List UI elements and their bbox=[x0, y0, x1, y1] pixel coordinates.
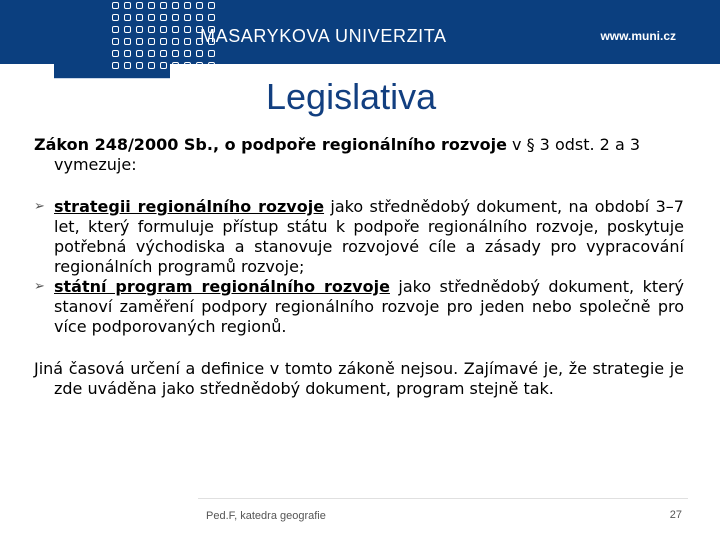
logo-dot bbox=[148, 50, 155, 57]
definition: jako střednědobý dokument, na období 3–7 let, který formuluje přístup státu k podpoře regionálního rozvoje, poskytuje potřebná východiska a stanovuje rozvojové cíle a zásady pro vypracování regionálních programů rozvoje; bbox=[54, 197, 684, 276]
logo-dot bbox=[112, 26, 119, 33]
logo-dot bbox=[136, 26, 143, 33]
logo-dot bbox=[208, 14, 215, 21]
logo-dot bbox=[208, 2, 215, 9]
logo-dot bbox=[124, 14, 131, 21]
logo-dot bbox=[124, 62, 131, 69]
logo-dot bbox=[148, 62, 155, 69]
logo-dot bbox=[208, 62, 215, 69]
logo-dot bbox=[184, 26, 191, 33]
definition-list bbox=[34, 197, 684, 337]
list-item bbox=[34, 277, 684, 337]
law-reference: Zákon 248/2000 Sb., o podpoře regionálního rozvoje bbox=[34, 135, 507, 154]
logo-dot bbox=[112, 62, 119, 69]
logo-dot bbox=[160, 14, 167, 21]
logo-dot bbox=[184, 38, 191, 45]
arrow-bullet-icon: ➢ bbox=[34, 199, 45, 214]
logo-dot bbox=[196, 2, 203, 9]
logo-dot bbox=[196, 14, 203, 21]
logo-dot bbox=[160, 2, 167, 9]
logo-dot bbox=[148, 2, 155, 9]
logo-dot bbox=[136, 2, 143, 9]
logo-dot bbox=[148, 38, 155, 45]
footer-text: Ped.F, katedra geografie bbox=[206, 510, 326, 522]
page-number: 27 bbox=[669, 509, 682, 521]
logo-dot bbox=[184, 50, 191, 57]
footer-divider bbox=[198, 498, 688, 499]
logo-dot bbox=[172, 14, 179, 21]
logo-dot bbox=[172, 26, 179, 33]
logo-dot bbox=[172, 38, 179, 45]
logo-dot bbox=[196, 50, 203, 57]
logo-dot bbox=[124, 2, 131, 9]
slide-content bbox=[34, 135, 684, 415]
university-logo bbox=[54, 0, 170, 79]
logo-dot bbox=[160, 50, 167, 57]
logo-dot bbox=[112, 14, 119, 21]
logo-dot bbox=[112, 38, 119, 45]
slide-title: Legislativa bbox=[266, 76, 437, 117]
logo-dot bbox=[184, 62, 191, 69]
logo-dot bbox=[184, 2, 191, 9]
logo-dot bbox=[160, 38, 167, 45]
logo-dot bbox=[136, 62, 143, 69]
logo-dot bbox=[124, 38, 131, 45]
logo-dot bbox=[184, 14, 191, 21]
list-item bbox=[34, 197, 684, 277]
closing-paragraph: Jiná časová určení a definice v tomto zákoně nejsou. Zajímavé je, že strategie je zde uváděna jako střednědobý dokument, program stejně tak. bbox=[34, 359, 684, 398]
logo-dot bbox=[172, 62, 179, 69]
logo-dot bbox=[148, 26, 155, 33]
term: strategii regionálního rozvoje bbox=[54, 197, 325, 216]
logo-dot bbox=[208, 50, 215, 57]
logo-dot bbox=[112, 2, 119, 9]
website-link[interactable]: www.muni.cz bbox=[600, 29, 676, 43]
intro-text: v § 3 odst. 2 a 3 vymezuje: bbox=[54, 135, 641, 174]
logo-dot bbox=[136, 14, 143, 21]
logo-dot bbox=[124, 26, 131, 33]
logo-dot bbox=[160, 62, 167, 69]
logo-dot bbox=[160, 26, 167, 33]
logo-dot bbox=[124, 50, 131, 57]
logo-dot bbox=[172, 50, 179, 57]
logo-dot bbox=[112, 50, 119, 57]
logo-dot bbox=[148, 14, 155, 21]
logo-dot bbox=[136, 50, 143, 57]
logo-dot bbox=[136, 38, 143, 45]
arrow-bullet-icon: ➢ bbox=[34, 279, 45, 294]
term: státní program regionálního rozvoje bbox=[54, 277, 390, 296]
university-name: MASARYKOVA UNIVERZITA bbox=[200, 26, 447, 46]
definition: jako střednědobý dokument, který stanoví zaměření podpory regionálního rozvoje pro jeden nebo společně pro více podporovaných regionů. bbox=[54, 277, 684, 336]
intro-paragraph bbox=[34, 135, 684, 175]
logo-dot bbox=[172, 2, 179, 9]
logo-dot bbox=[196, 62, 203, 69]
